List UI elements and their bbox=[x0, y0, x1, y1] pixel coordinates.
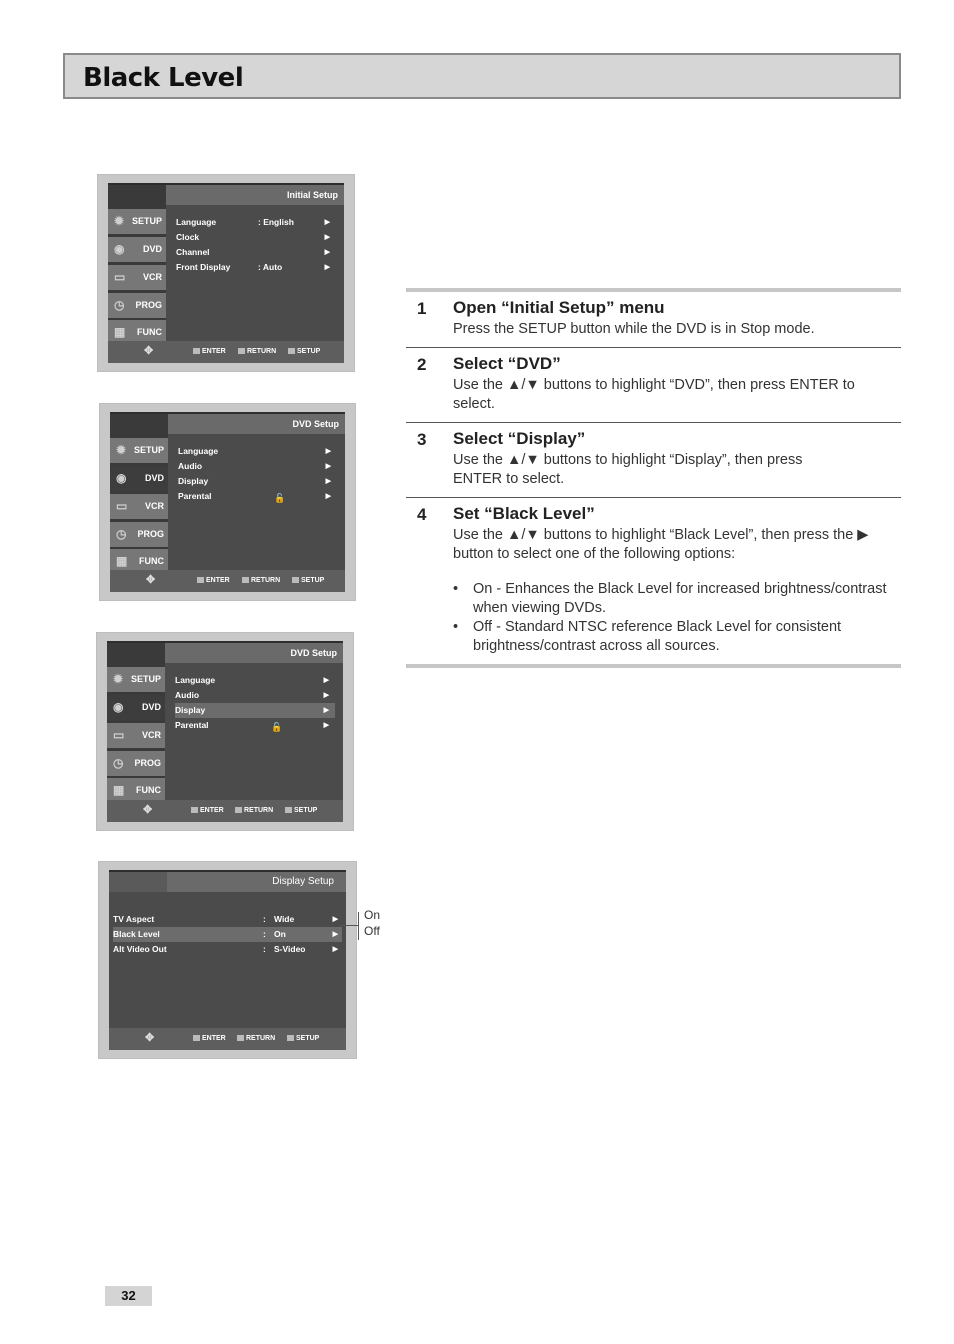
tab-vcr: ▭ VCR bbox=[107, 723, 165, 748]
grid-icon: ▦ bbox=[113, 783, 125, 797]
vcr-icon: ▭ bbox=[116, 499, 128, 513]
menu-list bbox=[176, 215, 336, 275]
step-3: 3 Select “Display” Use the ▲/▼ buttons to highlight “Display”, then press ENTER to select. bbox=[406, 423, 901, 498]
tab-setup: ✹ SETUP bbox=[108, 209, 166, 234]
lock-icon: 🔓 bbox=[274, 493, 286, 503]
clock-icon: ◷ bbox=[113, 756, 124, 770]
disc-icon: ◉ bbox=[113, 700, 124, 714]
grid-icon: ▦ bbox=[114, 325, 126, 339]
screen-header: DVD Setup bbox=[168, 414, 345, 434]
list-item: Audio ▶ bbox=[175, 690, 329, 700]
screen-footer: ✥ ENTER RETURN SETUP bbox=[108, 341, 344, 363]
page-title: Black Level bbox=[83, 63, 244, 93]
list-item: • On - Enhances the Black Level for increased brightness/contrast when viewing DVDs. bbox=[453, 580, 901, 618]
step-2: 2 Select “DVD” Use the ▲/▼ buttons to highlight “DVD”, then press ENTER to select. bbox=[406, 348, 901, 423]
callout-option-off: Off bbox=[364, 924, 380, 938]
navigation-icon: ✥ bbox=[146, 574, 156, 586]
disc-icon: ◉ bbox=[116, 471, 127, 485]
tab-dvd: ◉ DVD bbox=[110, 466, 168, 491]
list-item: Language ▶ bbox=[175, 675, 329, 685]
step-body: Press the SETUP button while the DVD is in Stop mode. bbox=[453, 321, 815, 337]
tab-func: ▦ FUNC bbox=[108, 320, 166, 345]
list-item: Parental 🔓 ▶ bbox=[175, 718, 335, 733]
disc-icon: ◉ bbox=[114, 242, 125, 256]
tab-setup: ✹ SETUP bbox=[110, 438, 168, 463]
step-body: Use the ▲/▼ buttons to highlight “DVD”, then press ENTER to select. bbox=[453, 377, 855, 412]
tab-prog: ◷ PROG bbox=[110, 522, 168, 547]
callout-option-on: On bbox=[364, 908, 381, 922]
title-bar bbox=[63, 53, 901, 99]
options-list bbox=[453, 580, 901, 656]
screen-footer: ✥ ENTER RETURN SETUP bbox=[107, 800, 343, 822]
screen-initial-setup bbox=[97, 174, 355, 372]
screen-dvd-setup bbox=[99, 403, 356, 601]
list-item: Clock ▶ bbox=[176, 232, 330, 242]
menu-list bbox=[175, 673, 335, 733]
gear-icon: ✹ bbox=[113, 672, 124, 686]
menu-list bbox=[178, 444, 337, 504]
tab-dvd: ◉ DVD bbox=[107, 695, 165, 720]
navigation-icon: ✥ bbox=[145, 1032, 155, 1044]
lock-icon: 🔓 bbox=[271, 722, 283, 732]
step-body: Use the ▲/▼ buttons to highlight “Black Level”, then press the ▶ button to select one of the following options: bbox=[453, 527, 869, 562]
list-item: Channel ▶ bbox=[176, 247, 330, 257]
list-item: Language ▶ bbox=[178, 446, 331, 456]
list-item: • Off - Standard NTSC reference Black Level for consistent brightness/contrast across all sources. bbox=[453, 618, 901, 656]
gear-icon: ✹ bbox=[114, 214, 125, 228]
tab-vcr: ▭ VCR bbox=[110, 494, 168, 519]
clock-icon: ◷ bbox=[116, 527, 127, 541]
clock-icon: ◷ bbox=[114, 298, 125, 312]
screen-header: DVD Setup bbox=[165, 643, 343, 663]
screen-dvd-setup-display bbox=[96, 632, 354, 831]
page-number: 32 bbox=[105, 1286, 152, 1306]
step-body: Use the ▲/▼ buttons to highlight “Display”, then press ENTER to select. bbox=[453, 452, 803, 487]
step-4: 4 Set “Black Level” Use the ▲/▼ buttons to highlight “Black Level”, then press the ▶ button to select one of the following options: • On - Enhances the Black Level for increased brightness/contrast when viewing DVDs. • Off - Standard NTSC reference Black Level for consistent brightness/contrast across all sources. bbox=[406, 498, 901, 664]
list-item: TV Aspect : Wide ▶ bbox=[113, 914, 338, 924]
step-1: 1 Open “Initial Setup” menu Press the SETUP button while the DVD is in Stop mode. bbox=[406, 292, 901, 348]
gear-icon: ✹ bbox=[116, 443, 127, 457]
screen-header: Display Setup bbox=[167, 872, 346, 892]
tab-func: ▦ FUNC bbox=[110, 549, 168, 574]
screen-footer: ✥ ENTER RETURN SETUP bbox=[109, 1028, 346, 1050]
menu-list bbox=[113, 912, 342, 957]
screen-header: Initial Setup bbox=[166, 185, 344, 205]
list-item: Audio ▶ bbox=[178, 461, 331, 471]
list-item: Parental 🔓 ▶ bbox=[178, 489, 337, 504]
step-heading: Set “Black Level” bbox=[453, 504, 595, 523]
grid-icon: ▦ bbox=[116, 554, 128, 568]
step-heading: Select “Display” bbox=[453, 429, 586, 448]
list-item-selected: Display ▶ bbox=[175, 703, 335, 718]
screen-footer: ✥ ENTER RETURN SETUP bbox=[110, 570, 345, 592]
list-item: Language : English ▶ bbox=[176, 217, 330, 227]
vcr-icon: ▭ bbox=[113, 728, 125, 742]
list-item-selected: Black Level : On ▶ bbox=[113, 927, 342, 942]
tab-prog: ◷ PROG bbox=[108, 293, 166, 318]
steps-list bbox=[406, 288, 901, 668]
step-heading: Select “DVD” bbox=[453, 354, 561, 373]
tab-dvd: ◉ DVD bbox=[108, 237, 166, 262]
navigation-icon: ✥ bbox=[143, 804, 153, 816]
list-item: Front Display : Auto ▶ bbox=[176, 262, 330, 272]
tab-prog: ◷ PROG bbox=[107, 751, 165, 776]
step-heading: Open “Initial Setup” menu bbox=[453, 298, 665, 317]
tab-func: ▦ FUNC bbox=[107, 778, 165, 803]
screen-display-setup bbox=[98, 861, 357, 1059]
tab-setup: ✹ SETUP bbox=[107, 667, 165, 692]
list-item: Display ▶ bbox=[178, 476, 331, 486]
list-item: Alt Video Out : S-Video ▶ bbox=[113, 944, 338, 954]
navigation-icon: ✥ bbox=[144, 345, 154, 357]
vcr-icon: ▭ bbox=[114, 270, 126, 284]
tab-vcr: ▭ VCR bbox=[108, 265, 166, 290]
